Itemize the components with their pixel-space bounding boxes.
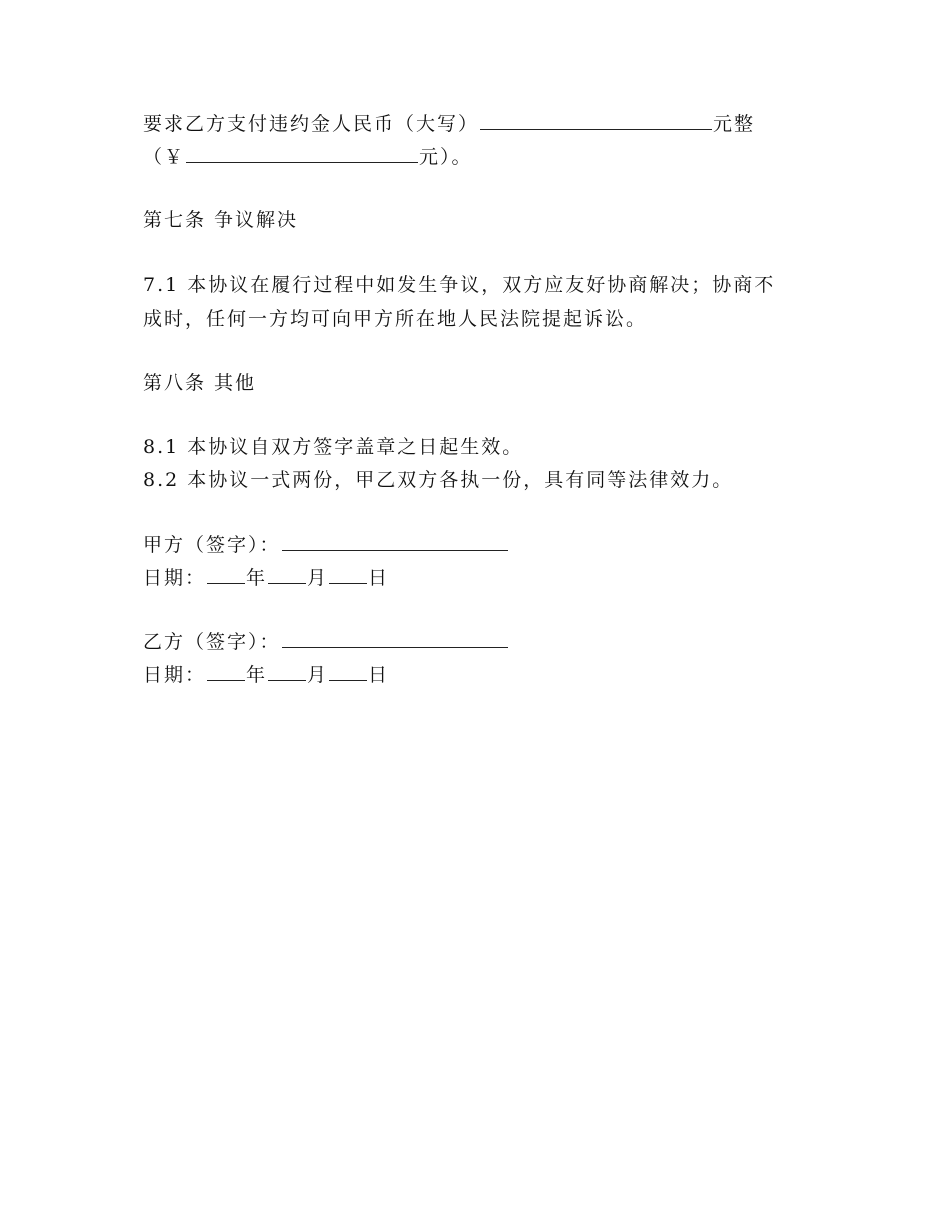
penalty-text: 要求乙方支付违约金人民币（大写） bbox=[143, 113, 480, 135]
year-label: 年 bbox=[246, 567, 268, 589]
party-b-year-blank[interactable] bbox=[207, 658, 245, 681]
party-a-sign-label: 甲方（签字）： bbox=[143, 534, 281, 556]
party-b-signature-blank[interactable] bbox=[282, 625, 508, 648]
yen-suffix: 元）。 bbox=[419, 146, 473, 168]
party-b-signature-line bbox=[143, 625, 509, 659]
party-a-date-label: 日期： bbox=[143, 567, 207, 589]
penalty-unit-text: 元整 bbox=[713, 113, 756, 135]
penalty-amount-words-blank[interactable] bbox=[480, 107, 712, 130]
party-a-month-blank[interactable] bbox=[268, 561, 306, 584]
party-a-day-blank[interactable] bbox=[329, 561, 367, 584]
party-b-month-blank[interactable] bbox=[268, 658, 306, 681]
article-7-1-line-1: 7.1 本协议在履行过程中如发生争议，双方应友好协商解决；协商不 bbox=[143, 274, 776, 296]
year-label: 年 bbox=[246, 664, 268, 686]
party-b-sign-label: 乙方（签字）： bbox=[143, 631, 281, 653]
penalty-amount-line bbox=[143, 107, 755, 141]
penalty-amount-figures-blank[interactable] bbox=[186, 140, 418, 163]
day-label: 日 bbox=[368, 567, 390, 589]
penalty-amount-figures-line bbox=[143, 140, 473, 174]
party-b-date-line bbox=[143, 658, 389, 692]
party-b-day-blank[interactable] bbox=[329, 658, 367, 681]
article-7-heading: 第七条 争议解决 bbox=[143, 209, 299, 231]
party-a-signature-line bbox=[143, 528, 509, 562]
article-8-2: 8.2 本协议一式两份，甲乙双方各执一份，具有同等法律效力。 bbox=[143, 469, 734, 491]
month-label: 月 bbox=[307, 664, 329, 686]
article-7-1-line-2: 成时，任何一方均可向甲方所在地人民法院提起诉讼。 bbox=[143, 308, 648, 330]
article-8-1: 8.1 本协议自双方签字盖章之日起生效。 bbox=[143, 436, 524, 458]
yen-prefix: （￥ bbox=[143, 146, 186, 168]
month-label: 月 bbox=[307, 567, 329, 589]
party-b-date-label: 日期： bbox=[143, 664, 207, 686]
party-a-year-blank[interactable] bbox=[207, 561, 245, 584]
party-a-signature-blank[interactable] bbox=[282, 528, 508, 551]
day-label: 日 bbox=[368, 664, 390, 686]
article-8-heading: 第八条 其他 bbox=[143, 372, 257, 394]
party-a-date-line bbox=[143, 561, 389, 595]
